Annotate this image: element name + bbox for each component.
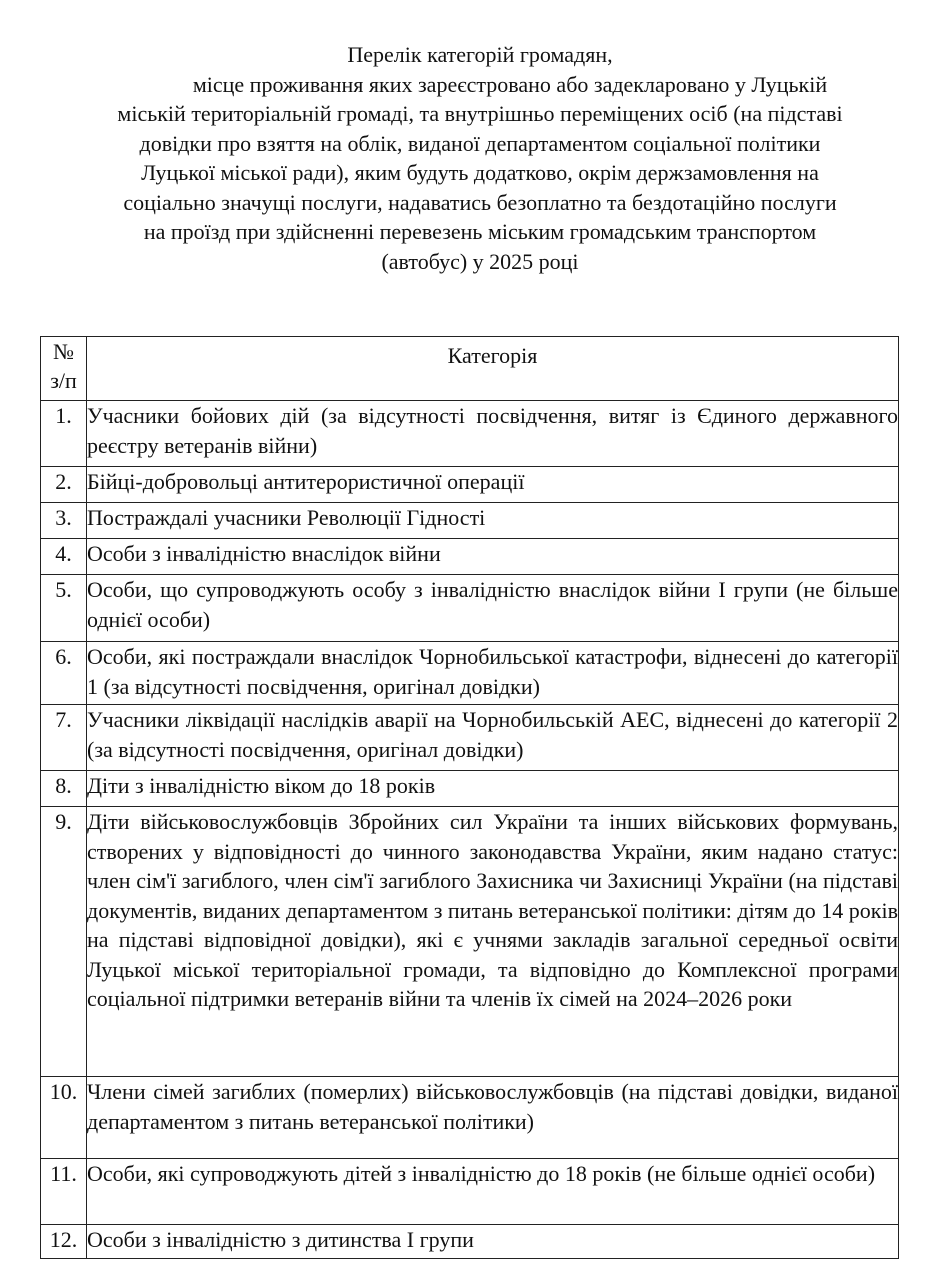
row-number: 12. (41, 1225, 87, 1259)
header-category-cell: Категорія (87, 337, 899, 401)
title-line: місце проживання яких зареєстровано або задекларовано у Луцькій (192, 71, 828, 97)
header-number-sign: № (53, 339, 74, 364)
row-number: 4. (41, 539, 87, 575)
title-line: довідки про взяття на облік, виданої департаментом соціальної політики (139, 130, 821, 156)
row-number: 8. (41, 771, 87, 807)
row-category: Постраждалі учасники Революції Гідності (87, 503, 899, 539)
document-title (40, 40, 920, 276)
row-category: Особи з інвалідністю внаслідок війни (87, 539, 899, 575)
table-row (41, 1159, 899, 1225)
row-number: 1. (41, 401, 87, 467)
table-header-row (41, 337, 899, 401)
row-category: Учасники ліквідації наслідків аварії на Чорнобильській АЕС, віднесені до категорії 2 (за відсутності посвідчення, оригінал довідки) (87, 705, 899, 771)
title-line: на проїзд при здійсненні перевезень міським громадським транспортом (143, 219, 817, 244)
row-category: Особи, що супроводжують особу з інвалідністю внаслідок війни I групи (не більше однієї особи) (87, 575, 899, 642)
title-line: соціально значущі послуги, надаватись безоплатно та бездотаційно послуги (123, 189, 837, 215)
table-row (41, 539, 899, 575)
row-number: 11. (41, 1159, 87, 1225)
row-category: Учасники бойових дій (за відсутності посвідчення, витяг із Єдиного державного реєстру ветеранів війни) (87, 401, 899, 467)
table-row (41, 642, 899, 705)
title-line: міській територіальній громаді, та внутрішньо переміщених осіб (на підставі (117, 101, 843, 126)
table-row (41, 1077, 899, 1159)
row-number: 9. (41, 807, 87, 1077)
header-number-abbrev: з/п (50, 368, 77, 393)
title-line: Луцької міської ради), яким будуть додатково, окрім держзамовлення на (141, 160, 819, 185)
row-category: Особи, які постраждали внаслідок Чорнобильської катастрофи, віднесені до категорії 1 (за відсутності посвідчення, оригінал довідки) (87, 642, 899, 705)
row-number: 7. (41, 705, 87, 771)
table-row (41, 467, 899, 503)
title-line: (автобус) у 2025 році (381, 248, 579, 274)
row-number: 3. (41, 503, 87, 539)
table-row (41, 807, 899, 1077)
table-row (41, 401, 899, 467)
row-number: 2. (41, 467, 87, 503)
table-row (41, 771, 899, 807)
row-number: 6. (41, 642, 87, 705)
table-row (41, 575, 899, 642)
header-number-cell (41, 337, 87, 401)
row-category: Особи з інвалідністю з дитинства I групи (87, 1225, 899, 1259)
table-row (41, 503, 899, 539)
row-category: Особи, які супроводжують дітей з інвалідністю до 18 років (не більше однієї особи) (87, 1159, 899, 1225)
categories-table (40, 336, 899, 1259)
row-number: 5. (41, 575, 87, 642)
row-category: Діти військовослужбовців Збройних сил України та інших військових формувань, створених у відповідності до чинного законодавства України, яким надано статус: член сім'ї загиблого, член сім'ї загиблого Захисника чи Захисниці України (на підставі документів, виданих департаментом з питань ветеранської політики: дітям до 14 років на підставі відповідної довідки), які є учнями закладів загальної середньої освіти Луцької міської територіальної громади, та відповідно до Комплексної програми соціальної підтримки ветеранів війни та членів їх сімей на 2024–2026 роки (87, 807, 899, 1077)
title-line: Перелік категорій громадян, (347, 42, 613, 67)
table-row (41, 1225, 899, 1259)
row-number: 10. (41, 1077, 87, 1159)
row-category: Бійці-добровольці антитерористичної операції (87, 467, 899, 503)
table-row (41, 705, 899, 771)
row-category: Члени сімей загиблих (померлих) військовослужбовців (на підставі довідки, виданої департаментом з питань ветеранської політики) (87, 1077, 899, 1159)
row-category: Діти з інвалідністю віком до 18 років (87, 771, 899, 807)
